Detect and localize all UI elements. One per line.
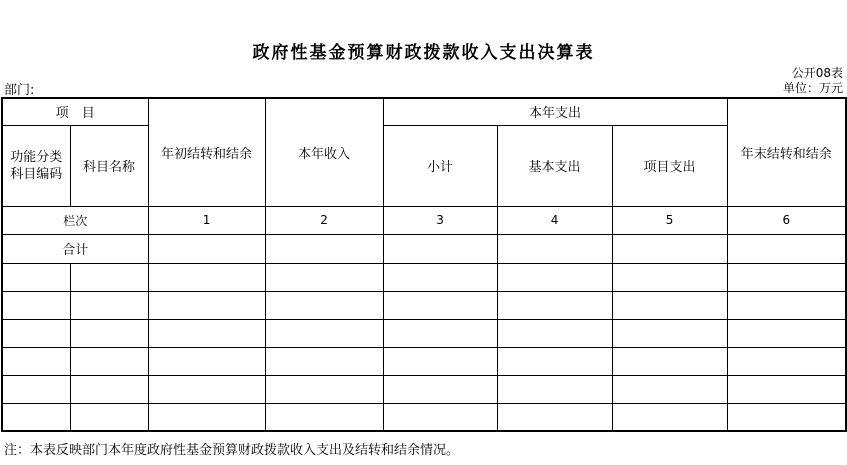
header-expenditure-group: 本年支出 (383, 98, 727, 125)
header-function-code (2, 125, 70, 206)
department-label: 部门: (4, 83, 35, 98)
empty-cell (265, 319, 383, 347)
empty-cell (70, 403, 148, 431)
empty-cell (727, 347, 846, 375)
total-cell-basic (497, 234, 612, 263)
empty-cell (265, 263, 383, 291)
empty-cell (497, 263, 612, 291)
empty-cell (383, 263, 497, 291)
empty-cell (497, 347, 612, 375)
empty-cell (148, 291, 265, 319)
empty-cell (612, 263, 727, 291)
empty-cell (612, 375, 727, 403)
empty-cell (497, 319, 612, 347)
footnote: 注：本表反映部门本年度政府性基金预算财政拨款收入支出及结转和结余情况。 (4, 443, 460, 458)
empty-cell (2, 347, 70, 375)
empty-cell (727, 319, 846, 347)
unit-label: 单位：万元 (782, 81, 843, 95)
header-project-expenditure: 项目支出 (612, 125, 727, 206)
empty-cell (70, 375, 148, 403)
total-row (2, 234, 846, 263)
empty-cell (2, 263, 70, 291)
empty-cell (2, 403, 70, 431)
lane-number-4: 4 (497, 206, 612, 234)
empty-cell (148, 403, 265, 431)
header-row-groups (2, 98, 846, 125)
empty-cell (2, 375, 70, 403)
empty-cell (383, 291, 497, 319)
table-row (2, 347, 846, 375)
empty-cell (70, 263, 148, 291)
empty-cell (497, 291, 612, 319)
budget-table (1, 97, 847, 432)
empty-cell (497, 403, 612, 431)
total-cell-subtotal (383, 234, 497, 263)
lane-label: 栏次 (2, 206, 148, 234)
empty-cell (612, 347, 727, 375)
empty-cell (2, 319, 70, 347)
empty-cell (497, 375, 612, 403)
empty-cell (383, 403, 497, 431)
header-opening-balance: 年初结转和结余 (148, 98, 265, 206)
empty-cell (727, 263, 846, 291)
total-cell-project (612, 234, 727, 263)
table-row (2, 319, 846, 347)
total-label: 合计 (2, 234, 148, 263)
empty-cell (612, 403, 727, 431)
table-row (2, 403, 846, 431)
empty-cell (2, 291, 70, 319)
empty-cell (148, 263, 265, 291)
empty-cell (383, 347, 497, 375)
empty-cell (265, 347, 383, 375)
header-function-code-line1: 功能分类 (10, 149, 63, 165)
total-cell-income (265, 234, 383, 263)
total-cell-closing (727, 234, 846, 263)
header-basic-expenditure: 基本支出 (497, 125, 612, 206)
empty-cell (265, 403, 383, 431)
lane-number-3: 3 (383, 206, 497, 234)
lane-number-1: 1 (148, 206, 265, 234)
empty-cell (70, 291, 148, 319)
empty-cell (265, 375, 383, 403)
header-function-code-line2: 科目编码 (10, 166, 63, 182)
empty-cell (70, 347, 148, 375)
lane-number-row (2, 206, 846, 234)
header-subject-name: 科目名称 (70, 125, 148, 206)
empty-cell (727, 291, 846, 319)
empty-cell (727, 403, 846, 431)
page-title: 政府性基金预算财政拨款收入支出决算表 (252, 43, 595, 63)
empty-cell (70, 319, 148, 347)
header-subtotal: 小计 (383, 125, 497, 206)
table-row (2, 291, 846, 319)
empty-cell (265, 291, 383, 319)
empty-cell (148, 347, 265, 375)
header-closing-balance: 年末结转和结余 (727, 98, 846, 206)
table-row (2, 375, 846, 403)
lane-number-6: 6 (727, 206, 846, 234)
empty-cell (612, 319, 727, 347)
empty-cell (612, 291, 727, 319)
empty-cell (383, 375, 497, 403)
empty-cell (148, 319, 265, 347)
table-row (2, 263, 846, 291)
table-code-label: 公开08表 (791, 66, 843, 80)
lane-number-2: 2 (265, 206, 383, 234)
header-year-income: 本年收入 (265, 98, 383, 206)
lane-number-5: 5 (612, 206, 727, 234)
empty-cell (727, 375, 846, 403)
total-cell-opening (148, 234, 265, 263)
empty-cell (148, 375, 265, 403)
header-project-group: 项 目 (2, 98, 148, 125)
header-row-subcolumns (2, 125, 846, 206)
empty-cell (383, 319, 497, 347)
